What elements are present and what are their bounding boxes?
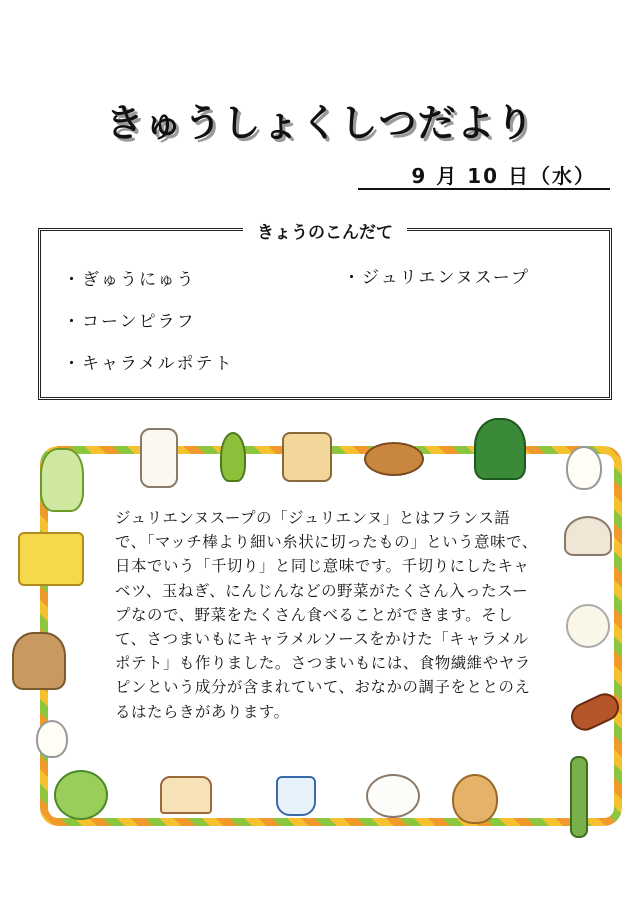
okra-icon: [220, 432, 246, 482]
cheese-icon: [18, 532, 84, 586]
menu-heading-wrap: [41, 218, 609, 243]
menu-box: [38, 223, 612, 400]
menu-heading: きょうのこんだて: [243, 223, 407, 243]
date-line: 9 月 10 日（水）: [358, 160, 610, 190]
mushroom-icon: [12, 632, 66, 690]
egg-small-icon: [36, 720, 68, 758]
broccoli-icon: [474, 418, 526, 480]
menu-item-caramel-potato: ・キャラメルポテト: [63, 354, 234, 374]
onion-icon: [452, 774, 498, 824]
toast-icon: [160, 776, 212, 814]
yogurt-icon: [276, 776, 316, 816]
menu-item-corn-pilaf: ・コーンピラフ: [63, 312, 196, 332]
cauliflower-icon: [566, 604, 610, 648]
menu-item-milk: ・ぎゅうにゅう: [63, 270, 196, 290]
chinese-cabbage-icon: [40, 448, 84, 512]
rice-bowl-icon: [366, 774, 420, 818]
clam-icon: [564, 516, 612, 556]
asparagus-icon: [570, 756, 588, 838]
cabbage-icon: [54, 770, 108, 820]
page-title: きゅうしょくしつだより: [105, 101, 535, 145]
menu-item-julienne-soup: ・ジュリエンヌスープ: [343, 268, 530, 288]
bread-roll-icon: [364, 442, 424, 476]
natto-icon: [282, 432, 332, 482]
milk-bottle-icon: [140, 428, 178, 488]
article-text: ジュリエンヌスープの「ジュリエンヌ」とはフランス語で、「マッチ棒より細い糸状に切ったもの」という意味で、日本でいう「千切り」と同じ意味です。千切りにしたキャベツ、玉ねぎ、にんじんなどの野菜がたくさん入ったスープなので、野菜をたくさん食べることができます。そして、さつまいもにキャラメルソースをかけた「キャラメルポテト」も作りました。さつまいもには、食物繊維やヤラピンという成分が含まれていて、おなかの調子をととのえるはたらきがあります。: [115, 509, 538, 721]
egg-icon: [566, 446, 602, 490]
